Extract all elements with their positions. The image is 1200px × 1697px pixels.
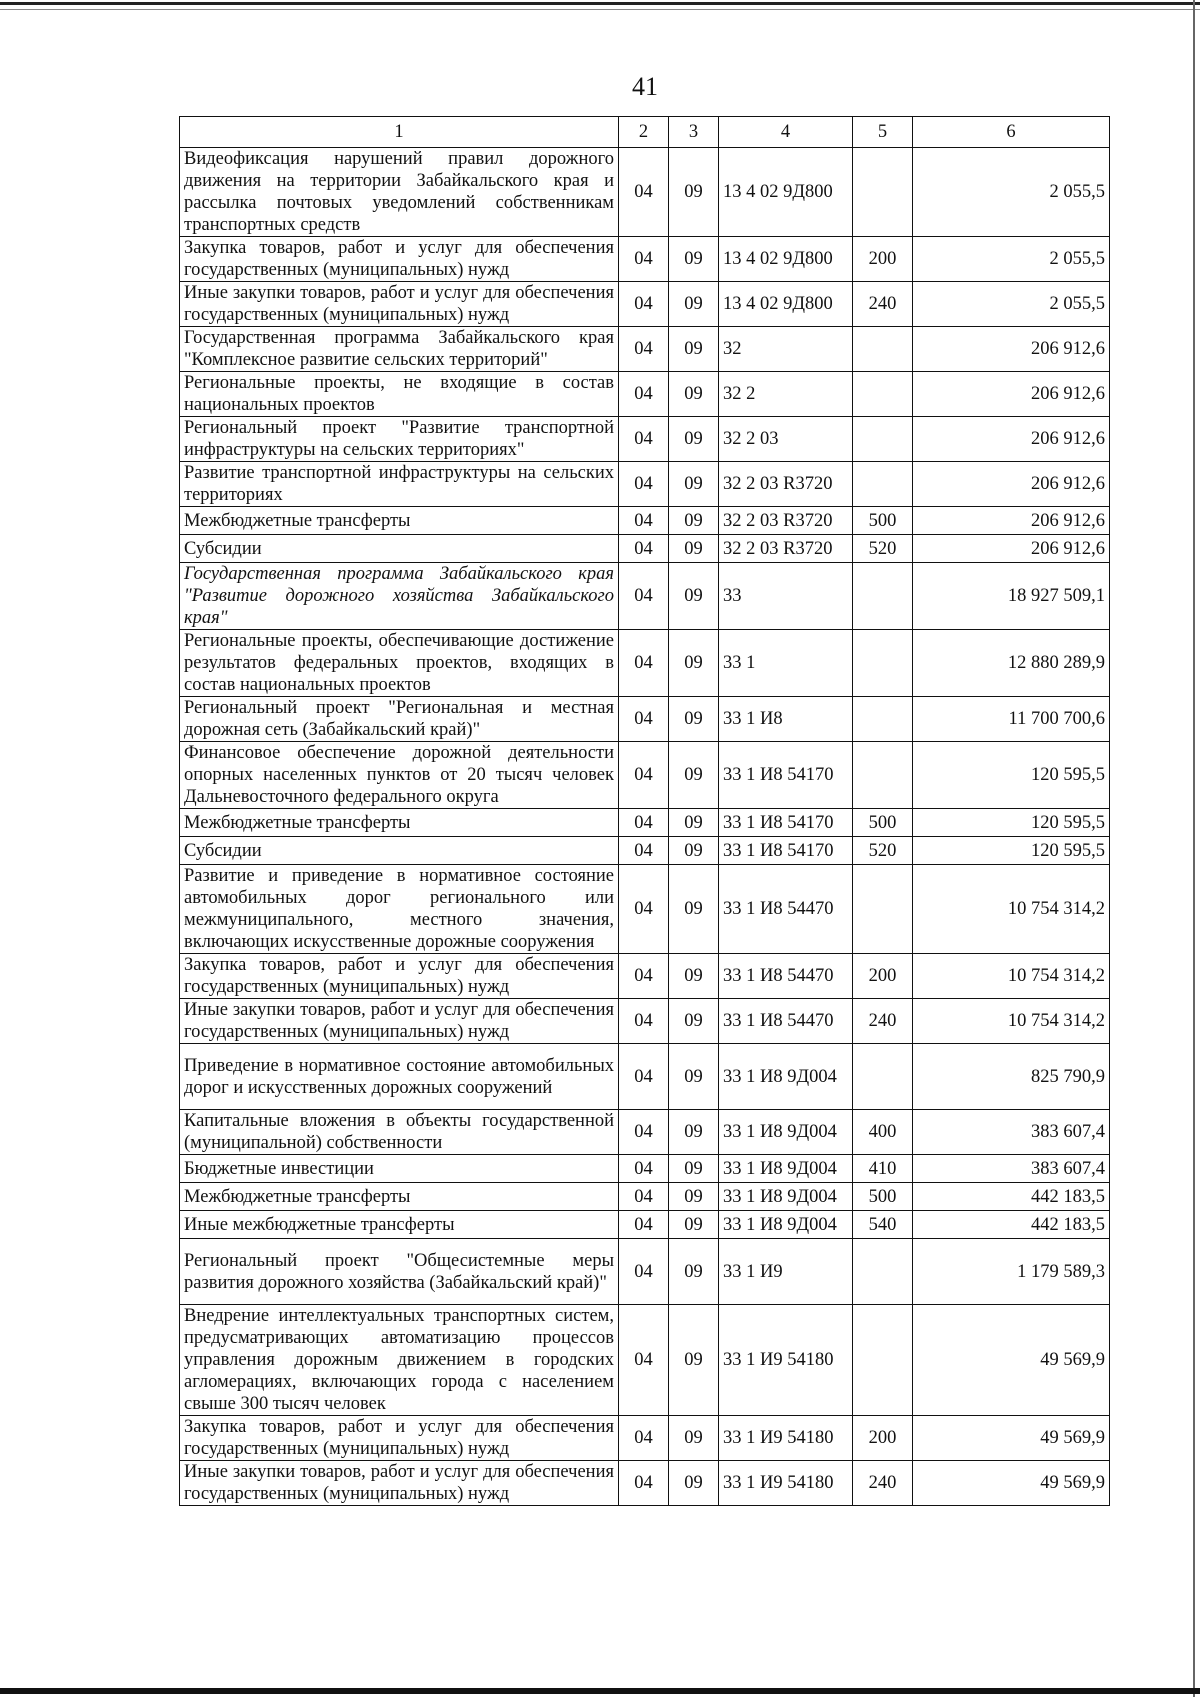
row-amount-cell: 1 179 589,3: [913, 1239, 1110, 1305]
row-amount-cell: 120 595,5: [913, 742, 1110, 809]
table-body: [180, 148, 1110, 1506]
row-section-cell: 04: [619, 1416, 669, 1461]
row-section-cell: 04: [619, 148, 669, 237]
row-name-cell: Развитие и приведение в нормативное состояние автомобильных дорог регионального или межмуниципального, местного значения, включающих искусственные дорожные сооружения: [180, 865, 619, 954]
row-target-code-cell: 13 4 02 9Д800: [719, 237, 853, 282]
header-col-1: 1: [180, 117, 619, 148]
row-subsection-cell: 09: [669, 535, 719, 563]
row-target-code-cell: 32 2 03 R3720: [719, 462, 853, 507]
row-section-cell: 04: [619, 865, 669, 954]
row-name-cell: Региональный проект "Региональная и местная дорожная сеть (Забайкальский край)": [180, 697, 619, 742]
row-expense-type-cell: 520: [853, 837, 913, 865]
row-target-code-cell: 33: [719, 563, 853, 630]
header-col-3: 3: [669, 117, 719, 148]
top-border-line: [0, 2, 1200, 5]
row-amount-cell: 10 754 314,2: [913, 999, 1110, 1044]
row-section-cell: 04: [619, 417, 669, 462]
row-section-cell: 04: [619, 563, 669, 630]
row-expense-type-cell: [853, 630, 913, 697]
row-target-code-cell: 33 1 И9 54180: [719, 1305, 853, 1416]
row-expense-type-cell: [853, 148, 913, 237]
row-amount-cell: 206 912,6: [913, 417, 1110, 462]
row-name-cell: Закупка товаров, работ и услуг для обеспечения государственных (муниципальных) нужд: [180, 954, 619, 999]
row-name-cell: Государственная программа Забайкальского края "Развитие дорожного хозяйства Забайкальского края": [180, 563, 619, 630]
row-subsection-cell: 09: [669, 1461, 719, 1506]
row-subsection-cell: 09: [669, 507, 719, 535]
row-name-cell: Видеофиксация нарушений правил дорожного движения на территории Забайкальского края и рассылка почтовых уведомлений собственникам транспортных средств: [180, 148, 619, 237]
row-expense-type-cell: 240: [853, 1461, 913, 1506]
row-name-cell: Закупка товаров, работ и услуг для обеспечения государственных (муниципальных) нужд: [180, 1416, 619, 1461]
row-target-code-cell: 32 2 03 R3720: [719, 535, 853, 563]
row-name-cell: Финансовое обеспечение дорожной деятельности опорных населенных пунктов от 20 тысяч человек Дальневосточного федерального округа: [180, 742, 619, 809]
top-border-line-thin: [0, 9, 1200, 10]
row-name-cell: Межбюджетные трансферты: [180, 809, 619, 837]
row-target-code-cell: 33 1 И8 9Д004: [719, 1044, 853, 1110]
row-expense-type-cell: [853, 462, 913, 507]
row-subsection-cell: 09: [669, 1416, 719, 1461]
row-amount-cell: 120 595,5: [913, 837, 1110, 865]
row-amount-cell: 206 912,6: [913, 535, 1110, 563]
row-expense-type-cell: [853, 742, 913, 809]
table-row: [180, 1305, 1110, 1416]
table-row: [180, 837, 1110, 865]
row-amount-cell: 2 055,5: [913, 237, 1110, 282]
table-row: [180, 507, 1110, 535]
row-expense-type-cell: 200: [853, 954, 913, 999]
row-amount-cell: 49 569,9: [913, 1461, 1110, 1506]
table-row: [180, 630, 1110, 697]
row-amount-cell: 825 790,9: [913, 1044, 1110, 1110]
row-subsection-cell: 09: [669, 837, 719, 865]
row-amount-cell: 383 607,4: [913, 1155, 1110, 1183]
row-expense-type-cell: 520: [853, 535, 913, 563]
row-subsection-cell: 09: [669, 462, 719, 507]
row-subsection-cell: 09: [669, 1155, 719, 1183]
row-expense-type-cell: [853, 1305, 913, 1416]
row-expense-type-cell: 240: [853, 999, 913, 1044]
row-expense-type-cell: 540: [853, 1211, 913, 1239]
row-target-code-cell: 33 1 И8 9Д004: [719, 1183, 853, 1211]
row-section-cell: 04: [619, 372, 669, 417]
row-target-code-cell: 32 2: [719, 372, 853, 417]
row-section-cell: 04: [619, 742, 669, 809]
row-section-cell: 04: [619, 237, 669, 282]
header-col-2: 2: [619, 117, 669, 148]
row-subsection-cell: 09: [669, 1211, 719, 1239]
row-subsection-cell: 09: [669, 1110, 719, 1155]
row-section-cell: 04: [619, 535, 669, 563]
row-target-code-cell: 33 1 И9: [719, 1239, 853, 1305]
row-subsection-cell: 09: [669, 865, 719, 954]
table-row: [180, 148, 1110, 237]
row-target-code-cell: 33 1 И8 9Д004: [719, 1110, 853, 1155]
row-amount-cell: 206 912,6: [913, 372, 1110, 417]
row-amount-cell: 49 569,9: [913, 1416, 1110, 1461]
table-row: [180, 1239, 1110, 1305]
row-target-code-cell: 33 1: [719, 630, 853, 697]
row-section-cell: 04: [619, 1305, 669, 1416]
row-target-code-cell: 32: [719, 327, 853, 372]
table-row: [180, 1211, 1110, 1239]
row-section-cell: 04: [619, 462, 669, 507]
row-subsection-cell: 09: [669, 697, 719, 742]
row-name-cell: Капитальные вложения в объекты государственной (муниципальной) собственности: [180, 1110, 619, 1155]
row-subsection-cell: 09: [669, 954, 719, 999]
row-target-code-cell: 33 1 И8 54470: [719, 865, 853, 954]
table-row: [180, 535, 1110, 563]
row-name-cell: Внедрение интеллектуальных транспортных систем, предусматривающих автоматизацию процессов управления дорожным движением в городских агломерациях, включающих города с населением свыше 300 тысяч человек: [180, 1305, 619, 1416]
table-row: [180, 282, 1110, 327]
row-expense-type-cell: [853, 697, 913, 742]
row-section-cell: 04: [619, 1155, 669, 1183]
row-target-code-cell: 33 1 И8 54170: [719, 837, 853, 865]
row-expense-type-cell: [853, 865, 913, 954]
row-section-cell: 04: [619, 954, 669, 999]
table-row: [180, 1155, 1110, 1183]
header-col-6: 6: [913, 117, 1110, 148]
row-section-cell: 04: [619, 1183, 669, 1211]
row-amount-cell: 10 754 314,2: [913, 865, 1110, 954]
row-subsection-cell: 09: [669, 1183, 719, 1211]
row-target-code-cell: 33 1 И8 9Д004: [719, 1155, 853, 1183]
row-expense-type-cell: 400: [853, 1110, 913, 1155]
row-target-code-cell: 33 1 И8 9Д004: [719, 1211, 853, 1239]
page-number: 41: [632, 72, 658, 101]
row-expense-type-cell: 200: [853, 1416, 913, 1461]
table-row: [180, 1044, 1110, 1110]
row-expense-type-cell: [853, 1044, 913, 1110]
header-col-4: 4: [719, 117, 853, 148]
table-row: [180, 563, 1110, 630]
row-section-cell: 04: [619, 327, 669, 372]
row-subsection-cell: 09: [669, 742, 719, 809]
row-amount-cell: 2 055,5: [913, 282, 1110, 327]
table-row: [180, 697, 1110, 742]
right-scan-edge: [1193, 0, 1195, 1697]
table-row: [180, 372, 1110, 417]
row-subsection-cell: 09: [669, 563, 719, 630]
table-row: [180, 742, 1110, 809]
row-subsection-cell: 09: [669, 327, 719, 372]
row-target-code-cell: 33 1 И9 54180: [719, 1416, 853, 1461]
row-name-cell: Межбюджетные трансферты: [180, 1183, 619, 1211]
header-col-5: 5: [853, 117, 913, 148]
table-row: [180, 999, 1110, 1044]
row-name-cell: Развитие транспортной инфраструктуры на сельских территориях: [180, 462, 619, 507]
row-name-cell: Закупка товаров, работ и услуг для обеспечения государственных (муниципальных) нужд: [180, 237, 619, 282]
row-section-cell: 04: [619, 1110, 669, 1155]
row-expense-type-cell: [853, 372, 913, 417]
row-subsection-cell: 09: [669, 999, 719, 1044]
row-subsection-cell: 09: [669, 372, 719, 417]
row-expense-type-cell: [853, 1239, 913, 1305]
table-row: [180, 327, 1110, 372]
table-row: [180, 1183, 1110, 1211]
row-target-code-cell: 33 1 И8 54170: [719, 742, 853, 809]
row-expense-type-cell: [853, 417, 913, 462]
table-row: [180, 417, 1110, 462]
row-expense-type-cell: 500: [853, 507, 913, 535]
row-name-cell: Региональный проект "Общесистемные меры развития дорожного хозяйства (Забайкальский край)": [180, 1239, 619, 1305]
row-section-cell: 04: [619, 1461, 669, 1506]
row-subsection-cell: 09: [669, 282, 719, 327]
row-section-cell: 04: [619, 507, 669, 535]
row-section-cell: 04: [619, 809, 669, 837]
row-amount-cell: 12 880 289,9: [913, 630, 1110, 697]
row-amount-cell: 49 569,9: [913, 1305, 1110, 1416]
row-subsection-cell: 09: [669, 1305, 719, 1416]
row-expense-type-cell: 240: [853, 282, 913, 327]
row-name-cell: Государственная программа Забайкальского края "Комплексное развитие сельских территорий": [180, 327, 619, 372]
row-expense-type-cell: [853, 563, 913, 630]
row-expense-type-cell: [853, 327, 913, 372]
row-name-cell: Субсидии: [180, 535, 619, 563]
row-amount-cell: 206 912,6: [913, 462, 1110, 507]
row-name-cell: Иные закупки товаров, работ и услуг для обеспечения государственных (муниципальных) нужд: [180, 1461, 619, 1506]
row-target-code-cell: 33 1 И8 54470: [719, 954, 853, 999]
table-row: [180, 462, 1110, 507]
row-amount-cell: 10 754 314,2: [913, 954, 1110, 999]
table-row: [180, 865, 1110, 954]
row-name-cell: Субсидии: [180, 837, 619, 865]
row-name-cell: Региональный проект "Развитие транспортной инфраструктуры на сельских территориях": [180, 417, 619, 462]
table-row: [180, 1416, 1110, 1461]
row-amount-cell: 18 927 509,1: [913, 563, 1110, 630]
row-target-code-cell: 33 1 И8 54170: [719, 809, 853, 837]
row-target-code-cell: 13 4 02 9Д800: [719, 148, 853, 237]
budget-table: [179, 116, 1110, 1506]
row-name-cell: Региональные проекты, обеспечивающие достижение результатов федеральных проектов, входящих в состав национальных проектов: [180, 630, 619, 697]
row-target-code-cell: 32 2 03: [719, 417, 853, 462]
table-row: [180, 237, 1110, 282]
row-target-code-cell: 33 1 И8: [719, 697, 853, 742]
row-target-code-cell: 13 4 02 9Д800: [719, 282, 853, 327]
row-target-code-cell: 33 1 И9 54180: [719, 1461, 853, 1506]
row-subsection-cell: 09: [669, 1239, 719, 1305]
row-amount-cell: 11 700 700,6: [913, 697, 1110, 742]
row-subsection-cell: 09: [669, 1044, 719, 1110]
row-amount-cell: 442 183,5: [913, 1211, 1110, 1239]
row-name-cell: Иные закупки товаров, работ и услуг для обеспечения государственных (муниципальных) нужд: [180, 282, 619, 327]
row-section-cell: 04: [619, 1211, 669, 1239]
row-name-cell: Бюджетные инвестиции: [180, 1155, 619, 1183]
row-section-cell: 04: [619, 999, 669, 1044]
row-subsection-cell: 09: [669, 148, 719, 237]
row-section-cell: 04: [619, 837, 669, 865]
row-expense-type-cell: 200: [853, 237, 913, 282]
row-section-cell: 04: [619, 1239, 669, 1305]
row-section-cell: 04: [619, 697, 669, 742]
row-name-cell: Межбюджетные трансферты: [180, 507, 619, 535]
row-amount-cell: 383 607,4: [913, 1110, 1110, 1155]
row-name-cell: Приведение в нормативное состояние автомобильных дорог и искусственных дорожных сооружений: [180, 1044, 619, 1110]
row-section-cell: 04: [619, 282, 669, 327]
row-name-cell: Иные закупки товаров, работ и услуг для обеспечения государственных (муниципальных) нужд: [180, 999, 619, 1044]
row-name-cell: Региональные проекты, не входящие в состав национальных проектов: [180, 372, 619, 417]
row-expense-type-cell: 500: [853, 809, 913, 837]
table-row: [180, 1461, 1110, 1506]
bottom-border-line: [0, 1688, 1200, 1694]
row-amount-cell: 2 055,5: [913, 148, 1110, 237]
table-row: [180, 954, 1110, 999]
row-expense-type-cell: 500: [853, 1183, 913, 1211]
row-name-cell: Иные межбюджетные трансферты: [180, 1211, 619, 1239]
table-header-row: [180, 117, 1110, 148]
row-amount-cell: 442 183,5: [913, 1183, 1110, 1211]
row-subsection-cell: 09: [669, 237, 719, 282]
row-subsection-cell: 09: [669, 630, 719, 697]
row-subsection-cell: 09: [669, 417, 719, 462]
row-target-code-cell: 33 1 И8 54470: [719, 999, 853, 1044]
row-target-code-cell: 32 2 03 R3720: [719, 507, 853, 535]
row-amount-cell: 206 912,6: [913, 507, 1110, 535]
row-section-cell: 04: [619, 630, 669, 697]
row-amount-cell: 120 595,5: [913, 809, 1110, 837]
row-subsection-cell: 09: [669, 809, 719, 837]
row-amount-cell: 206 912,6: [913, 327, 1110, 372]
table-row: [180, 809, 1110, 837]
row-expense-type-cell: 410: [853, 1155, 913, 1183]
table-row: [180, 1110, 1110, 1155]
row-section-cell: 04: [619, 1044, 669, 1110]
